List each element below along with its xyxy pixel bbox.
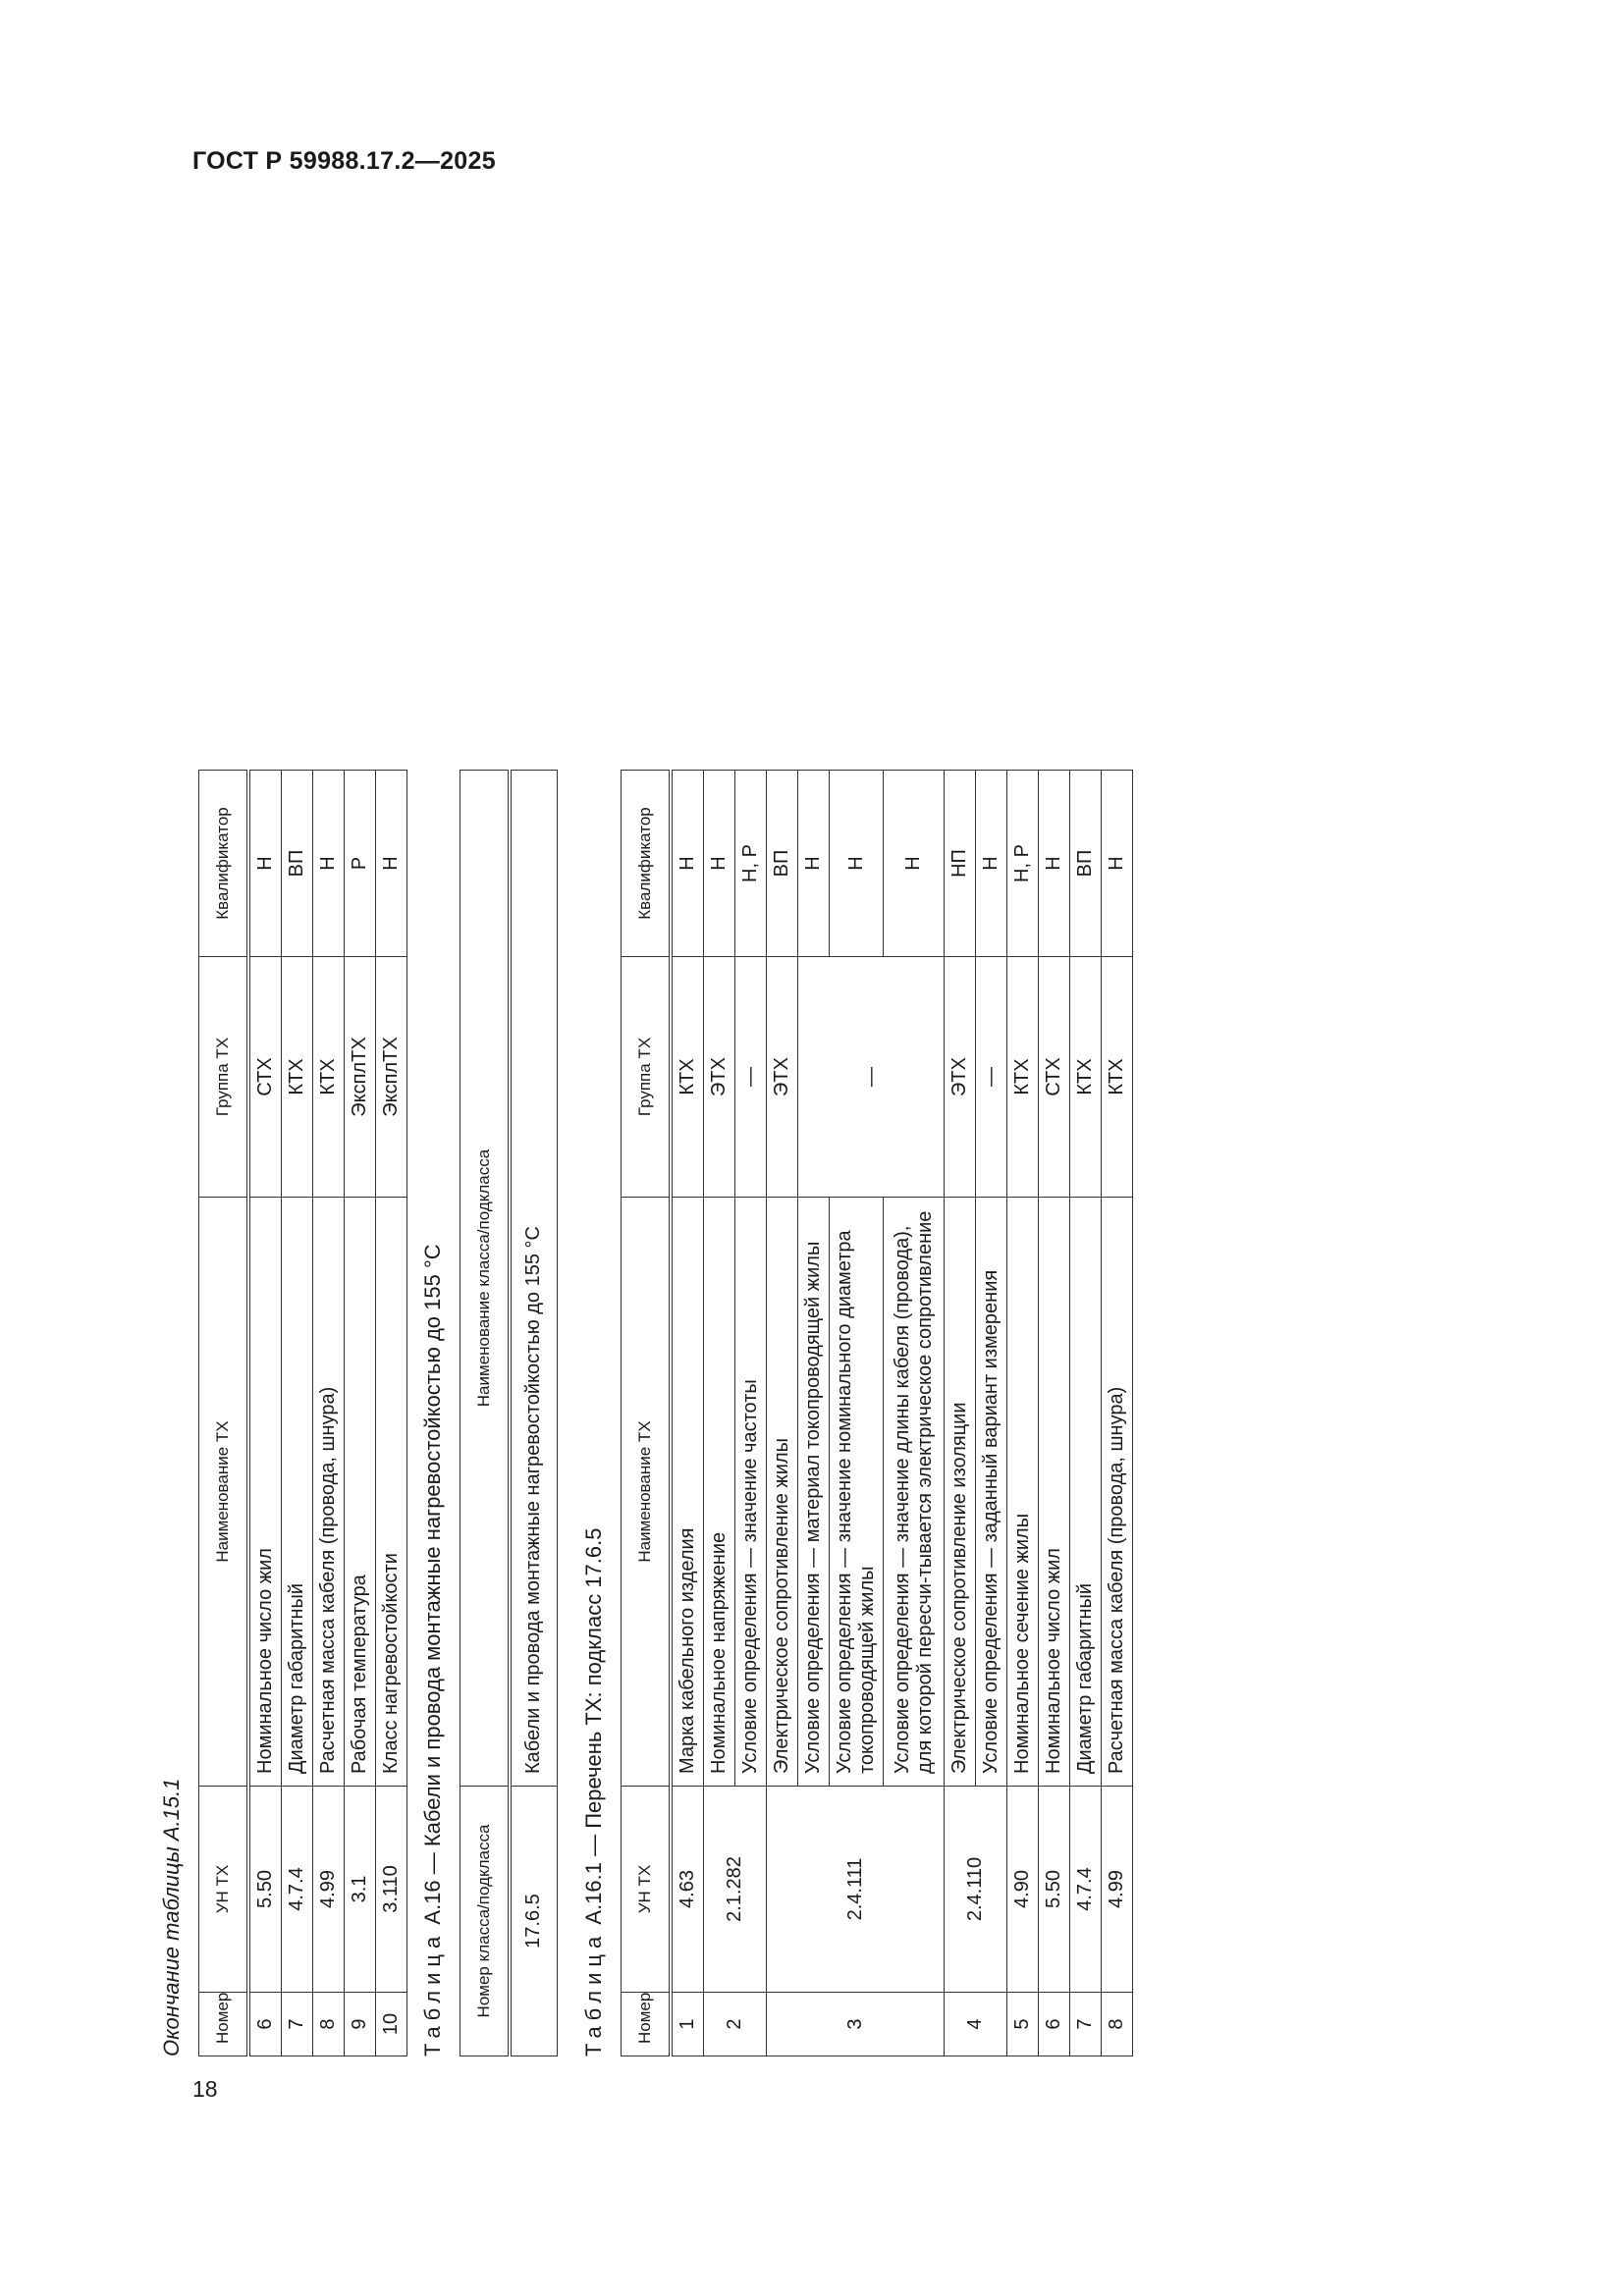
caption-text: А.16 — Кабели и провода монтажные нагревостойкостью до 155 °С [420, 1244, 445, 1925]
caption-label: Таблица [581, 1930, 606, 2056]
table-row [945, 771, 976, 2056]
col-group-tx: Группа ТХ [199, 957, 249, 1198]
qualifier-cell: Н [1102, 771, 1133, 957]
table-row [313, 771, 345, 2056]
group-tx-cell: КТХ [313, 957, 345, 1198]
group-tx-cell: ЭксплТХ [376, 957, 407, 1198]
name-tx-cell: Номинальное сечение жилы [1007, 1198, 1039, 1787]
group-tx-cell: КТХ [282, 957, 313, 1198]
name-tx-cell: Рабочая температура [345, 1198, 376, 1787]
un-tx-cell: 3.1 [345, 1787, 376, 1993]
col-class-name: Наименование класса/подкласса [460, 771, 511, 1787]
col-class-number: Номер класса/подкласса [460, 1787, 511, 2056]
name-tx-cell: Условие определения — значение номинального диаметра токопроводящей жилы [830, 1198, 884, 1787]
table-header-row [460, 771, 511, 2056]
qualifier-cell: Н [704, 771, 735, 957]
qualifier-cell: ВП [282, 771, 313, 957]
un-tx-cell: 5.50 [248, 1787, 282, 1993]
number-cell: 8 [313, 1993, 345, 2056]
un-tx-cell: 4.99 [313, 1787, 345, 1993]
col-group-tx: Группа ТХ [622, 957, 672, 1198]
table-a15-1-end [198, 770, 407, 2056]
qualifier-cell: Н, Р [1007, 771, 1039, 957]
un-tx-cell: 2.4.111 [767, 1787, 945, 1993]
qualifier-cell: ВП [767, 771, 798, 957]
col-un-tx: УН ТХ [199, 1787, 249, 1993]
number-cell: 2 [704, 1993, 767, 2056]
group-tx-cell: ЭТХ [945, 957, 976, 1198]
table-row [1039, 771, 1070, 2056]
un-tx-cell: 4.63 [671, 1787, 704, 1993]
un-tx-cell: 5.50 [1039, 1787, 1070, 1993]
qualifier-cell: Н [313, 771, 345, 957]
table-row [376, 771, 407, 2056]
caption-label: Таблица [420, 1930, 445, 2056]
group-tx-cell: КТХ [1102, 957, 1133, 1198]
qualifier-cell: Р [345, 771, 376, 957]
number-cell: 6 [248, 1993, 282, 2056]
number-cell: 8 [1102, 1993, 1133, 2056]
number-cell: 9 [345, 1993, 376, 2056]
qualifier-cell: Н [830, 771, 884, 957]
caption-text: А.16.1 — Перечень ТХ: подкласс 17.6.5 [581, 1527, 606, 1925]
name-tx-cell: Расчетная масса кабеля (провода, шнура) [1102, 1198, 1133, 1787]
qualifier-cell: НП [945, 771, 976, 957]
name-tx-cell: Марка кабельного изделия [671, 1198, 704, 1787]
class-name-cell: Кабели и провода монтажные нагревостойкостью до 155 °С [510, 771, 557, 1787]
name-tx-cell: Диаметр габаритный [1070, 1198, 1102, 1787]
class-number-cell: 17.6.5 [510, 1787, 557, 2056]
un-tx-cell: 4.90 [1007, 1787, 1039, 1993]
number-cell: 7 [282, 1993, 313, 2056]
table-a16-1-caption [581, 1528, 607, 2057]
table-a16-1 [621, 770, 1133, 2056]
group-tx-cell: СТХ [248, 957, 282, 1198]
col-number: Номер [199, 1993, 249, 2056]
table-header-row [199, 771, 249, 2056]
group-tx-cell: СТХ [1039, 957, 1070, 1198]
group-tx-cell: КТХ [1007, 957, 1039, 1198]
name-tx-cell: Номинальное число жил [1039, 1198, 1070, 1787]
name-tx-cell: Электрическое сопротивление изоляции [945, 1198, 976, 1787]
group-tx-cell: КТХ [671, 957, 704, 1198]
table-row [248, 771, 282, 2056]
un-tx-cell: 2.1.282 [704, 1787, 767, 1993]
number-cell: 7 [1070, 1993, 1102, 2056]
table-row [345, 771, 376, 2056]
un-tx-cell: 3.110 [376, 1787, 407, 1993]
qualifier-cell: Н [1039, 771, 1070, 957]
table-continuation-caption: Окончание таблицы А.15.1 [159, 1778, 184, 2056]
table-a16 [460, 770, 558, 2056]
un-tx-cell: 4.7.4 [282, 1787, 313, 1993]
number-cell: 1 [671, 1993, 704, 2056]
name-tx-cell: Номинальное число жил [248, 1198, 282, 1787]
table-row [1070, 771, 1102, 2056]
col-qualifier: Квалификатор [199, 771, 249, 957]
un-tx-cell: 4.7.4 [1070, 1787, 1102, 1993]
qualifier-cell: Н, Р [735, 771, 767, 957]
name-tx-cell: Диаметр габаритный [282, 1198, 313, 1787]
qualifier-cell: Н [376, 771, 407, 957]
number-cell: 6 [1039, 1993, 1070, 2056]
qualifier-cell: Н [798, 771, 830, 957]
name-tx-cell: Расчетная масса кабеля (провода, шнура) [313, 1198, 345, 1787]
number-cell: 3 [767, 1993, 945, 2056]
qualifier-cell: Н [671, 771, 704, 957]
group-tx-cell: КТХ [1070, 957, 1102, 1198]
name-tx-cell: Условие определения — значение длины кабеля (провода), для которой пересчи-тывается электрическое сопротивление [884, 1198, 945, 1787]
col-un-tx: УН ТХ [622, 1787, 672, 1993]
table-row [1007, 771, 1039, 2056]
qualifier-cell: Н [976, 771, 1007, 957]
table-row [510, 771, 557, 2056]
col-qualifier: Квалификатор [622, 771, 672, 957]
name-tx-cell: Номинальное напряжение [704, 1198, 735, 1787]
qualifier-cell: Н [248, 771, 282, 957]
group-tx-cell: — [735, 957, 767, 1198]
name-tx-cell: Условие определения — заданный вариант измерения [976, 1198, 1007, 1787]
name-tx-cell: Класс нагревостойкости [376, 1198, 407, 1787]
table-row [282, 771, 313, 2056]
group-tx-cell: ЭксплТХ [345, 957, 376, 1198]
name-tx-cell: Условие определения — материал токопроводящей жилы [798, 1198, 830, 1787]
group-tx-cell: ЭТХ [767, 957, 798, 1198]
rotated-content [159, 226, 1485, 2056]
col-name-tx: Наименование ТХ [622, 1198, 672, 1787]
qualifier-cell: Н [884, 771, 945, 957]
table-header-row [622, 771, 672, 2056]
name-tx-cell: Условие определения — значение частоты [735, 1198, 767, 1787]
group-tx-cell: — [976, 957, 1007, 1198]
col-number: Номер [622, 1993, 672, 2056]
name-tx-cell: Электрическое сопротивление жилы [767, 1198, 798, 1787]
table-row [704, 771, 735, 2056]
table-a16-caption [420, 1244, 446, 2056]
qualifier-cell: ВП [1070, 771, 1102, 957]
table-row [671, 771, 704, 2056]
table-row [1102, 771, 1133, 2056]
document-header: ГОСТ Р 59988.17.2—2025 [192, 147, 496, 175]
un-tx-cell: 2.4.110 [945, 1787, 1007, 1993]
page-number: 18 [192, 2076, 218, 2102]
number-cell: 5 [1007, 1993, 1039, 2056]
group-tx-cell: — [798, 957, 945, 1198]
number-cell: 10 [376, 1993, 407, 2056]
un-tx-cell: 4.99 [1102, 1787, 1133, 1993]
col-name-tx: Наименование ТХ [199, 1198, 249, 1787]
table-row [767, 771, 798, 2056]
group-tx-cell: ЭТХ [704, 957, 735, 1198]
number-cell: 4 [945, 1993, 1007, 2056]
